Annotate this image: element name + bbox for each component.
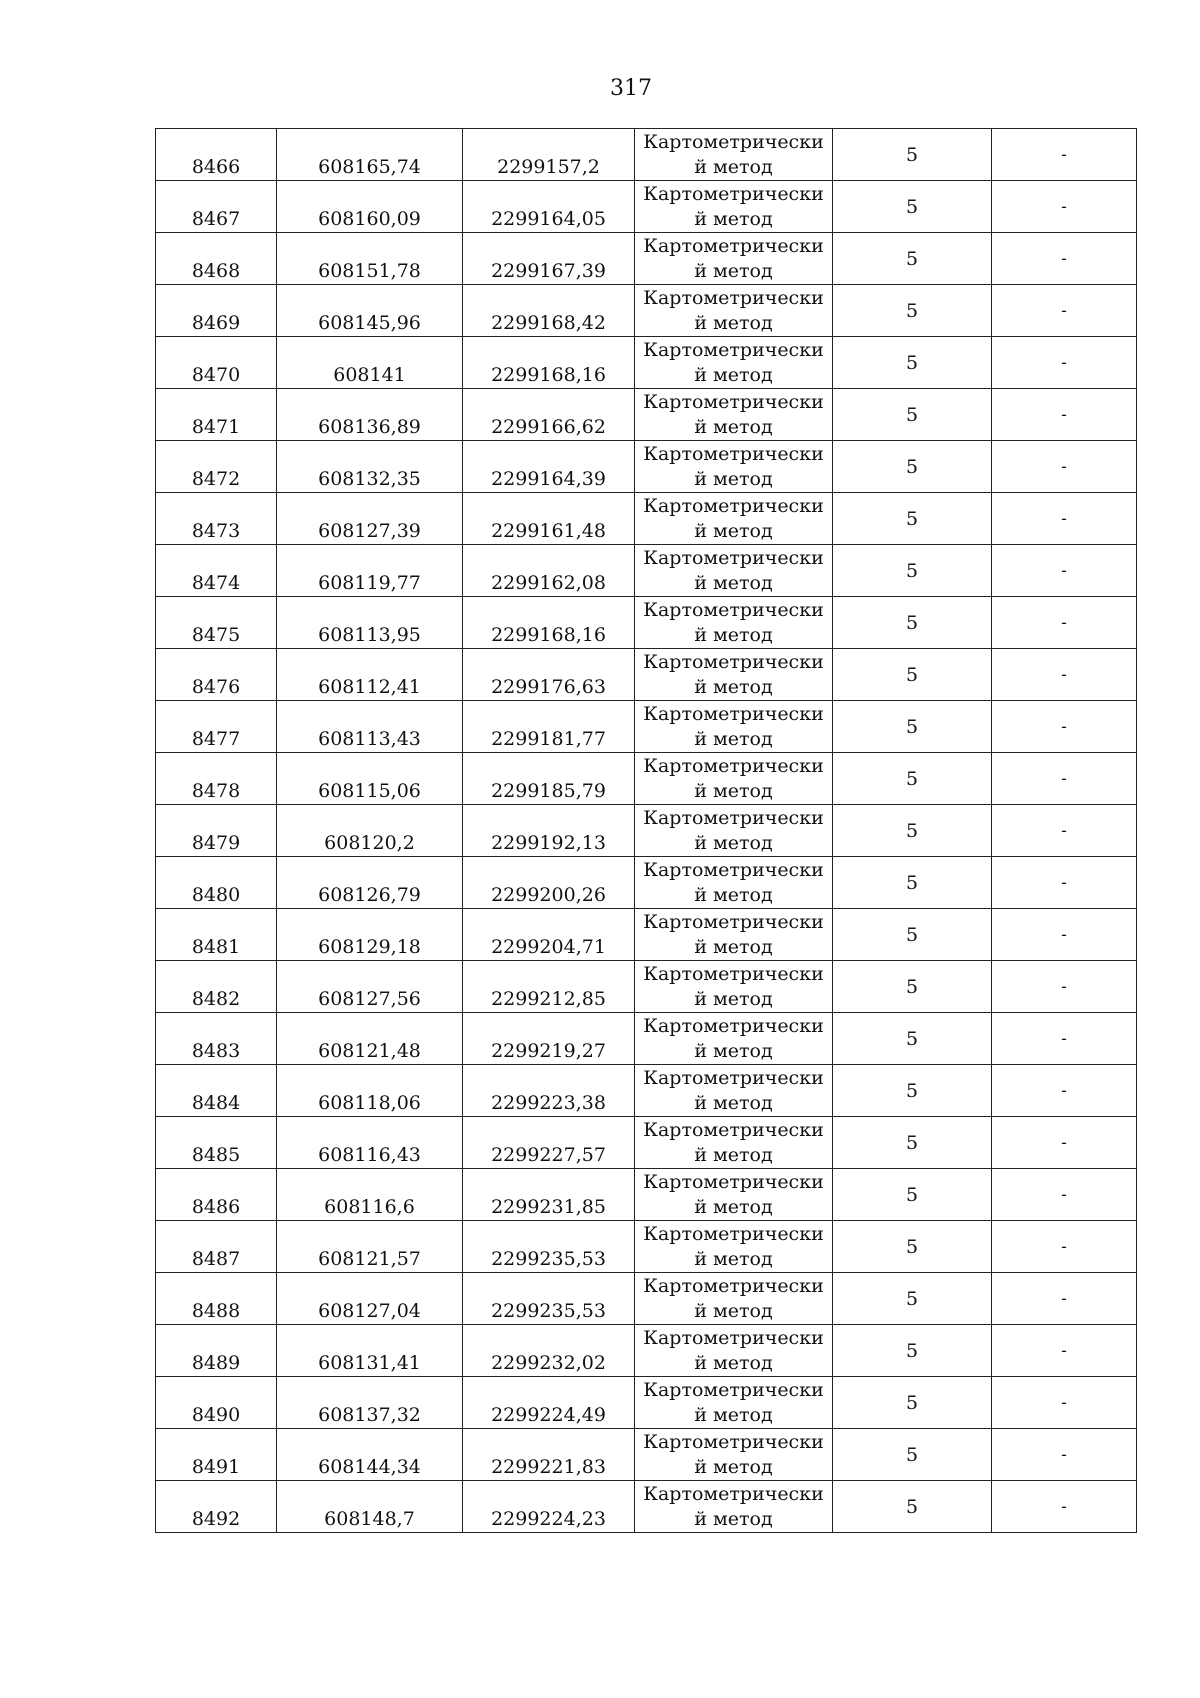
y-coordinate-cell: 2299168,42 [463,285,635,337]
accuracy-cell: 5 [833,1273,992,1325]
y-coordinate-cell: 2299232,02 [463,1325,635,1377]
x-coordinate-cell: 608127,56 [277,961,463,1013]
point-number-cell: 8483 [156,1013,277,1065]
method-text-line-2: й метод [694,779,773,802]
note-cell: - [992,441,1137,493]
y-coordinate-cell: 2299219,27 [463,1013,635,1065]
note-cell: - [992,909,1137,961]
method-text-line-1: Картометрически [643,702,824,725]
note-cell: - [992,285,1137,337]
method-text-line-1: Картометрически [643,286,824,309]
note-cell: - [992,233,1137,285]
method-text-line-2: й метод [694,1299,773,1322]
table-row [156,493,1137,545]
method-text-line-1: Картометрически [643,910,824,933]
method-text-line-2: й метод [694,831,773,854]
y-coordinate-cell: 2299204,71 [463,909,635,961]
method-text-line-1: Картометрически [643,650,824,673]
accuracy-cell: 5 [833,1429,992,1481]
method-text-line-1: Картометрически [643,1170,824,1193]
point-number-cell: 8487 [156,1221,277,1273]
table-row [156,1429,1137,1481]
method-cell [635,1065,833,1117]
method-text-line-1: Картометрически [643,182,824,205]
method-text-line-2: й метод [694,1455,773,1478]
x-coordinate-cell: 608160,09 [277,181,463,233]
method-cell [635,1273,833,1325]
x-coordinate-cell: 608113,43 [277,701,463,753]
method-cell [635,441,833,493]
point-number-cell: 8488 [156,1273,277,1325]
point-number-cell: 8472 [156,441,277,493]
method-cell [635,649,833,701]
table-row [156,753,1137,805]
table-row [156,1221,1137,1273]
table-row [156,129,1137,181]
point-number-cell: 8475 [156,597,277,649]
x-coordinate-cell: 608131,41 [277,1325,463,1377]
method-cell [635,701,833,753]
accuracy-cell: 5 [833,545,992,597]
point-number-cell: 8469 [156,285,277,337]
note-cell: - [992,1325,1137,1377]
method-cell [635,389,833,441]
point-number-cell: 8467 [156,181,277,233]
table-row [156,1117,1137,1169]
point-number-cell: 8484 [156,1065,277,1117]
method-text-line-2: й метод [694,259,773,282]
method-text-line-2: й метод [694,363,773,386]
point-number-cell: 8470 [156,337,277,389]
y-coordinate-cell: 2299224,49 [463,1377,635,1429]
method-text-line-1: Картометрически [643,1066,824,1089]
accuracy-cell: 5 [833,233,992,285]
accuracy-cell: 5 [833,285,992,337]
x-coordinate-cell: 608115,06 [277,753,463,805]
x-coordinate-cell: 608148,7 [277,1481,463,1533]
point-number-cell: 8491 [156,1429,277,1481]
accuracy-cell: 5 [833,1377,992,1429]
point-number-cell: 8474 [156,545,277,597]
accuracy-cell: 5 [833,1325,992,1377]
method-text-line-1: Картометрически [643,442,824,465]
x-coordinate-cell: 608113,95 [277,597,463,649]
point-number-cell: 8477 [156,701,277,753]
table-row [156,181,1137,233]
method-cell [635,181,833,233]
note-cell: - [992,597,1137,649]
method-text-line-2: й метод [694,207,773,230]
method-cell [635,493,833,545]
method-text-line-1: Картометрически [643,1378,824,1401]
method-text-line-2: й метод [694,883,773,906]
method-text-line-1: Картометрически [643,1118,824,1141]
accuracy-cell: 5 [833,857,992,909]
method-text-line-2: й метод [694,1351,773,1374]
method-cell [635,337,833,389]
method-text-line-2: й метод [694,727,773,750]
method-text-line-1: Картометрически [643,130,824,153]
note-cell: - [992,1377,1137,1429]
table-row [156,701,1137,753]
table-row [156,805,1137,857]
y-coordinate-cell: 2299157,2 [463,129,635,181]
point-number-cell: 8473 [156,493,277,545]
method-text-line-1: Картометрически [643,1014,824,1037]
method-cell [635,1013,833,1065]
note-cell: - [992,1221,1137,1273]
method-cell [635,1481,833,1533]
method-text-line-2: й метод [694,987,773,1010]
method-text-line-2: й метод [694,1247,773,1270]
coordinates-table-body [156,129,1137,1533]
x-coordinate-cell: 608118,06 [277,1065,463,1117]
accuracy-cell: 5 [833,701,992,753]
method-cell [635,129,833,181]
y-coordinate-cell: 2299221,83 [463,1429,635,1481]
point-number-cell: 8490 [156,1377,277,1429]
point-number-cell: 8481 [156,909,277,961]
x-coordinate-cell: 608116,43 [277,1117,463,1169]
table-row [156,857,1137,909]
table-row [156,1377,1137,1429]
x-coordinate-cell: 608136,89 [277,389,463,441]
y-coordinate-cell: 2299235,53 [463,1221,635,1273]
table-row [156,1169,1137,1221]
method-cell [635,1429,833,1481]
table-row [156,597,1137,649]
method-text-line-2: й метод [694,311,773,334]
method-cell [635,285,833,337]
x-coordinate-cell: 608116,6 [277,1169,463,1221]
accuracy-cell: 5 [833,181,992,233]
x-coordinate-cell: 608129,18 [277,909,463,961]
method-text-line-1: Картометрически [643,494,824,517]
y-coordinate-cell: 2299227,57 [463,1117,635,1169]
accuracy-cell: 5 [833,753,992,805]
method-cell [635,545,833,597]
x-coordinate-cell: 608144,34 [277,1429,463,1481]
method-text-line-2: й метод [694,1403,773,1426]
x-coordinate-cell: 608127,39 [277,493,463,545]
method-text-line-1: Картометрически [643,338,824,361]
method-cell [635,753,833,805]
accuracy-cell: 5 [833,441,992,493]
note-cell: - [992,1273,1137,1325]
x-coordinate-cell: 608112,41 [277,649,463,701]
point-number-cell: 8489 [156,1325,277,1377]
table-row [156,1481,1137,1533]
method-text-line-1: Картометрически [643,598,824,621]
method-text-line-2: й метод [694,1039,773,1062]
accuracy-cell: 5 [833,1169,992,1221]
x-coordinate-cell: 608151,78 [277,233,463,285]
method-text-line-1: Картометрически [643,1222,824,1245]
accuracy-cell: 5 [833,649,992,701]
x-coordinate-cell: 608165,74 [277,129,463,181]
x-coordinate-cell: 608127,04 [277,1273,463,1325]
note-cell: - [992,1013,1137,1065]
point-number-cell: 8468 [156,233,277,285]
method-text-line-2: й метод [694,415,773,438]
y-coordinate-cell: 2299192,13 [463,805,635,857]
note-cell: - [992,1169,1137,1221]
table-row [156,285,1137,337]
x-coordinate-cell: 608126,79 [277,857,463,909]
table-row [156,441,1137,493]
y-coordinate-cell: 2299181,77 [463,701,635,753]
point-number-cell: 8482 [156,961,277,1013]
method-text-line-2: й метод [694,155,773,178]
table-row [156,1013,1137,1065]
y-coordinate-cell: 2299162,08 [463,545,635,597]
y-coordinate-cell: 2299223,38 [463,1065,635,1117]
accuracy-cell: 5 [833,493,992,545]
x-coordinate-cell: 608145,96 [277,285,463,337]
y-coordinate-cell: 2299176,63 [463,649,635,701]
method-cell [635,857,833,909]
method-cell [635,961,833,1013]
point-number-cell: 8478 [156,753,277,805]
accuracy-cell: 5 [833,805,992,857]
accuracy-cell: 5 [833,1117,992,1169]
point-number-cell: 8485 [156,1117,277,1169]
x-coordinate-cell: 608132,35 [277,441,463,493]
table-row [156,389,1137,441]
method-text-line-1: Картометрически [643,754,824,777]
accuracy-cell: 5 [833,1481,992,1533]
method-cell [635,1325,833,1377]
method-text-line-1: Картометрически [643,546,824,569]
x-coordinate-cell: 608121,57 [277,1221,463,1273]
table-row [156,649,1137,701]
note-cell: - [992,961,1137,1013]
method-cell [635,909,833,961]
note-cell: - [992,389,1137,441]
x-coordinate-cell: 608119,77 [277,545,463,597]
x-coordinate-cell: 608121,48 [277,1013,463,1065]
method-text-line-2: й метод [694,1507,773,1530]
note-cell: - [992,337,1137,389]
method-text-line-1: Картометрически [643,1274,824,1297]
y-coordinate-cell: 2299161,48 [463,493,635,545]
method-cell [635,233,833,285]
method-cell [635,805,833,857]
y-coordinate-cell: 2299164,39 [463,441,635,493]
method-text-line-2: й метод [694,1091,773,1114]
note-cell: - [992,1117,1137,1169]
table-row [156,1065,1137,1117]
table-row [156,1325,1137,1377]
note-cell: - [992,1065,1137,1117]
accuracy-cell: 5 [833,909,992,961]
y-coordinate-cell: 2299231,85 [463,1169,635,1221]
method-text-line-1: Картометрически [643,1430,824,1453]
x-coordinate-cell: 608137,32 [277,1377,463,1429]
method-cell [635,1117,833,1169]
accuracy-cell: 5 [833,597,992,649]
point-number-cell: 8492 [156,1481,277,1533]
method-cell [635,1377,833,1429]
table-row [156,337,1137,389]
y-coordinate-cell: 2299200,26 [463,857,635,909]
method-text-line-1: Картометрически [643,390,824,413]
note-cell: - [992,701,1137,753]
method-text-line-2: й метод [694,467,773,490]
note-cell: - [992,129,1137,181]
y-coordinate-cell: 2299168,16 [463,597,635,649]
method-cell [635,1169,833,1221]
accuracy-cell: 5 [833,1013,992,1065]
y-coordinate-cell: 2299166,62 [463,389,635,441]
method-text-line-2: й метод [694,623,773,646]
point-number-cell: 8480 [156,857,277,909]
point-number-cell: 8486 [156,1169,277,1221]
method-text-line-1: Картометрически [643,1482,824,1505]
y-coordinate-cell: 2299168,16 [463,337,635,389]
method-text-line-1: Картометрически [643,1326,824,1349]
note-cell: - [992,857,1137,909]
note-cell: - [992,1429,1137,1481]
point-number-cell: 8476 [156,649,277,701]
accuracy-cell: 5 [833,1221,992,1273]
method-text-line-2: й метод [694,935,773,958]
accuracy-cell: 5 [833,961,992,1013]
x-coordinate-cell: 608120,2 [277,805,463,857]
method-text-line-2: й метод [694,675,773,698]
y-coordinate-cell: 2299167,39 [463,233,635,285]
note-cell: - [992,181,1137,233]
table-row [156,233,1137,285]
accuracy-cell: 5 [833,389,992,441]
y-coordinate-cell: 2299235,53 [463,1273,635,1325]
y-coordinate-cell: 2299212,85 [463,961,635,1013]
note-cell: - [992,805,1137,857]
method-cell [635,1221,833,1273]
method-text-line-2: й метод [694,519,773,542]
table-row [156,545,1137,597]
accuracy-cell: 5 [833,129,992,181]
method-text-line-2: й метод [694,1195,773,1218]
method-text-line-1: Картометрически [643,858,824,881]
table-row [156,1273,1137,1325]
y-coordinate-cell: 2299164,05 [463,181,635,233]
method-cell [635,597,833,649]
point-number-cell: 8479 [156,805,277,857]
method-text-line-1: Картометрически [643,806,824,829]
note-cell: - [992,753,1137,805]
note-cell: - [992,545,1137,597]
accuracy-cell: 5 [833,1065,992,1117]
table-row [156,909,1137,961]
method-text-line-1: Картометрически [643,962,824,985]
method-text-line-1: Картометрически [643,234,824,257]
method-text-line-2: й метод [694,1143,773,1166]
page-number: 317 [610,76,652,101]
y-coordinate-cell: 2299185,79 [463,753,635,805]
table-row [156,961,1137,1013]
point-number-cell: 8471 [156,389,277,441]
method-text-line-2: й метод [694,571,773,594]
note-cell: - [992,649,1137,701]
note-cell: - [992,1481,1137,1533]
y-coordinate-cell: 2299224,23 [463,1481,635,1533]
x-coordinate-cell: 608141 [277,337,463,389]
accuracy-cell: 5 [833,337,992,389]
point-number-cell: 8466 [156,129,277,181]
coordinates-table [155,128,1137,1533]
note-cell: - [992,493,1137,545]
